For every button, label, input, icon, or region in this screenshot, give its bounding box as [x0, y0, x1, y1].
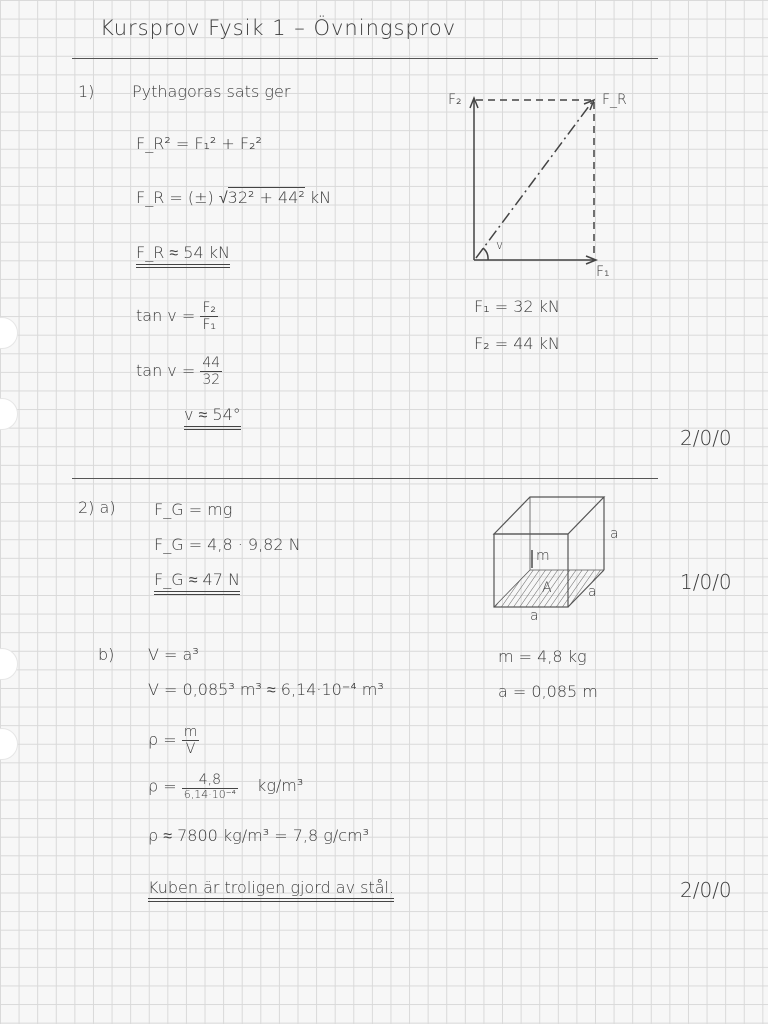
fraction-denominator: 6,14·10⁻⁴	[183, 788, 236, 802]
q2b-volume-value: V = 0,085³ m³ ≈ 6,14·10⁻⁴ m³	[148, 680, 384, 699]
cube-label-a-front: a	[588, 584, 597, 600]
cube-label-a-right: a	[610, 526, 619, 542]
q2a-result: F_G ≈ 47 N	[154, 570, 240, 595]
q1-intro: Pythagoras sats ger	[132, 82, 291, 101]
label-f1-value: F₁ = 32 kN	[474, 297, 560, 316]
q2b-score: 2/0/0	[680, 878, 732, 902]
q2b-density-result: ρ ≈ 7800 kg/m³ = 7,8 g/cm³	[148, 826, 370, 845]
binder-hole	[0, 648, 18, 680]
q2b-label: b)	[98, 645, 115, 664]
q2a-score: 1/0/0	[680, 570, 732, 594]
q2a-substitution: F_G = 4,8 · 9,82 N	[154, 535, 301, 554]
header-rule	[72, 58, 658, 59]
q1-root-radicand: 32² + 44²	[227, 188, 305, 207]
q1-result: F_R ≈ 54 kN	[136, 243, 230, 268]
diagram-label-fr: F_R	[602, 92, 627, 108]
cube-label-area: A	[542, 580, 552, 596]
q2b-volume-formula: V = a³	[148, 645, 199, 664]
section-divider	[72, 478, 658, 479]
given-edge: a = 0,085 m	[498, 682, 598, 701]
q2-number: 2) a)	[78, 498, 116, 517]
q1-score: 2/0/0	[680, 426, 732, 450]
diagram-label-f2: F₂	[448, 92, 462, 108]
fraction	[182, 724, 200, 757]
page-title: Kursprov Fysik 1 – Övningsprov	[100, 16, 457, 40]
q2b-density-substitution	[148, 772, 303, 802]
q1-equation-pythagoras: F_R² = F₁² + F₂²	[136, 134, 262, 153]
resultant-vector	[476, 102, 592, 258]
q2b-rho2-left: ρ =	[148, 776, 177, 796]
q1-equation-root	[136, 188, 331, 208]
binder-hole	[0, 398, 18, 430]
q1-angle-result: v ≈ 54°	[184, 405, 241, 430]
fr-arrowhead	[584, 100, 594, 110]
sqrt-sign: √	[218, 188, 228, 207]
q1-tan2-left: tan v =	[136, 361, 196, 381]
cube-diagram	[490, 492, 620, 617]
q2b-density-formula	[148, 724, 199, 757]
vector-diagram	[440, 88, 630, 288]
binder-hole	[0, 317, 18, 349]
cube-label-a-bottom: a	[530, 608, 539, 624]
q1-tan-left: tan v =	[136, 306, 196, 326]
fraction-numerator: 44	[202, 355, 221, 371]
q2b-rho-left: ρ =	[148, 730, 177, 750]
angle-arc	[483, 248, 488, 260]
q1-tan-values	[136, 355, 222, 388]
fraction-numerator: m	[183, 724, 198, 740]
label-f2-value: F₂ = 44 kN	[474, 334, 560, 353]
fraction	[200, 300, 218, 333]
q2a-equation: F_G = mg	[154, 500, 233, 519]
q1-root-unit: kN	[309, 188, 332, 207]
q1-number: 1)	[78, 82, 95, 101]
cube-top-face	[494, 497, 604, 534]
fraction-denominator: F₁	[202, 317, 217, 334]
q2b-rho2-unit: kg/m³	[257, 776, 304, 796]
fraction	[182, 772, 238, 802]
cube-label-mass: m	[536, 548, 550, 564]
q1-root-left: F_R = (±)	[136, 188, 214, 207]
fraction-numerator: F₂	[202, 300, 217, 316]
fraction-denominator: 32	[202, 372, 221, 389]
binder-hole	[0, 728, 18, 760]
fraction-numerator: 4,8	[182, 772, 238, 789]
diagram-label-angle: v	[496, 238, 504, 252]
given-mass: m = 4,8 kg	[498, 647, 587, 666]
fraction	[200, 355, 222, 388]
diagram-label-f1: F₁	[596, 264, 610, 280]
fraction-denominator: V	[185, 741, 196, 758]
q2b-conclusion: Kuben är troligen gjord av stål.	[148, 878, 394, 902]
q1-tan-fraction	[136, 300, 218, 333]
